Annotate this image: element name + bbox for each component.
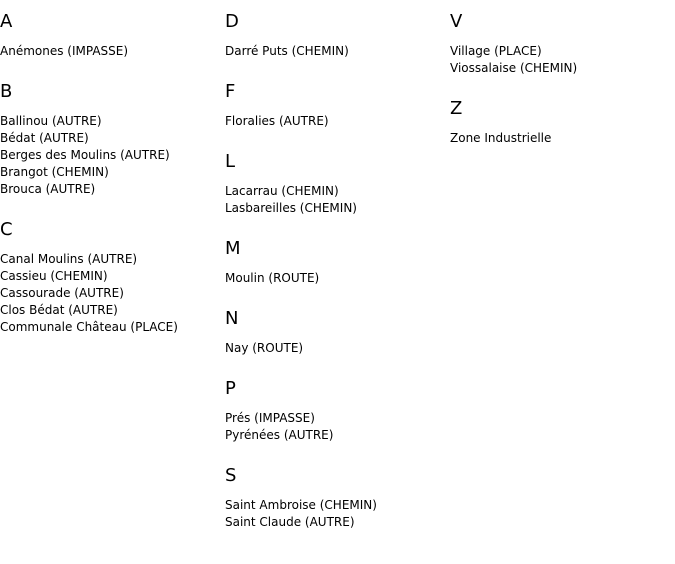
street-link[interactable]: Lasbareilles (CHEMIN) bbox=[225, 201, 357, 215]
street-link[interactable]: Brouca (AUTRE) bbox=[0, 182, 96, 196]
letter-heading: C bbox=[0, 219, 13, 240]
letter-group bbox=[0, 11, 220, 60]
letter-group bbox=[225, 151, 445, 217]
street-link[interactable]: Viossalaise (CHEMIN) bbox=[450, 61, 578, 75]
letter-group bbox=[450, 98, 670, 147]
letter-group bbox=[0, 219, 220, 336]
street-link[interactable]: Saint Ambroise (CHEMIN) bbox=[225, 498, 377, 512]
street-link[interactable]: Bédat (AUTRE) bbox=[0, 131, 89, 145]
letter-heading: L bbox=[225, 151, 236, 172]
index-column-2 bbox=[225, 11, 445, 552]
letter-group bbox=[225, 11, 445, 60]
street-link[interactable]: Moulin (ROUTE) bbox=[225, 271, 320, 285]
street-link[interactable]: Anémones (IMPASSE) bbox=[0, 44, 129, 58]
street-link[interactable]: Village (PLACE) bbox=[450, 44, 542, 58]
street-link[interactable]: Communale Château (PLACE) bbox=[0, 320, 178, 334]
letter-heading: S bbox=[225, 465, 237, 486]
letter-heading: F bbox=[225, 81, 236, 102]
street-link[interactable]: Darré Puts (CHEMIN) bbox=[225, 44, 349, 58]
letter-heading: A bbox=[0, 11, 13, 32]
letter-heading: P bbox=[225, 378, 236, 399]
letter-heading: Z bbox=[450, 98, 463, 119]
street-link[interactable]: Floralies (AUTRE) bbox=[225, 114, 329, 128]
letter-group bbox=[225, 308, 445, 357]
street-link[interactable]: Cassourade (AUTRE) bbox=[0, 286, 124, 300]
street-link[interactable]: Lacarrau (CHEMIN) bbox=[225, 184, 339, 198]
letter-group bbox=[225, 81, 445, 130]
street-link[interactable]: Saint Claude (AUTRE) bbox=[225, 515, 355, 529]
letter-heading: B bbox=[0, 81, 13, 102]
letter-heading: D bbox=[225, 11, 239, 32]
letter-group bbox=[450, 11, 670, 77]
index-column-1 bbox=[0, 11, 220, 357]
index-column-3 bbox=[450, 11, 670, 168]
street-link[interactable]: Cassieu (CHEMIN) bbox=[0, 269, 108, 283]
street-link[interactable]: Nay (ROUTE) bbox=[225, 341, 304, 355]
letter-group bbox=[225, 238, 445, 287]
letter-heading: M bbox=[225, 238, 241, 259]
street-link[interactable]: Berges des Moulins (AUTRE) bbox=[0, 148, 170, 162]
letter-group bbox=[225, 378, 445, 444]
street-link[interactable]: Brangot (CHEMIN) bbox=[0, 165, 109, 179]
letter-heading: V bbox=[450, 11, 463, 32]
letter-group bbox=[225, 465, 445, 531]
letter-group bbox=[0, 81, 220, 198]
street-link[interactable]: Zone Industrielle bbox=[450, 131, 552, 145]
street-link[interactable]: Ballinou (AUTRE) bbox=[0, 114, 102, 128]
letter-heading: N bbox=[225, 308, 239, 329]
street-link[interactable]: Prés (IMPASSE) bbox=[225, 411, 315, 425]
street-link[interactable]: Clos Bédat (AUTRE) bbox=[0, 303, 118, 317]
street-link[interactable]: Pyrénées (AUTRE) bbox=[225, 428, 334, 442]
street-link[interactable]: Canal Moulins (AUTRE) bbox=[0, 252, 138, 266]
